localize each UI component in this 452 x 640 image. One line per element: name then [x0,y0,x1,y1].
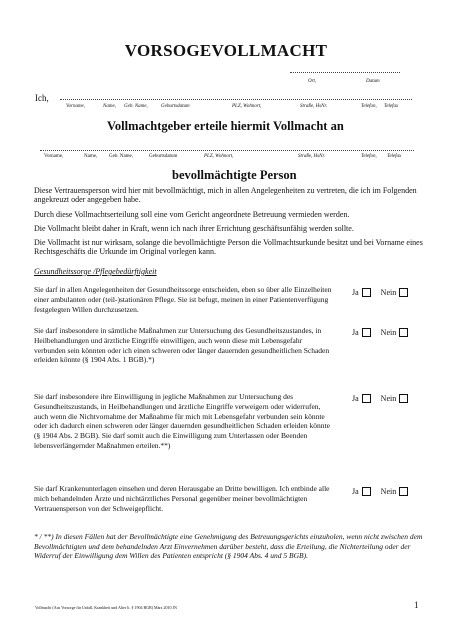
paragraph-scope: Diese Vertrauensperson wird hier mit bevollmächtigt, mich in allen Angelegenheiten zu vertreten, die ich im Folgenden angekreuzt oder angegeben habe. [34,186,417,205]
yes-label: Ja [352,288,359,297]
yes-label: Ja [352,394,359,403]
no-checkbox[interactable] [399,394,408,403]
yes-no-choice [352,394,415,403]
yes-checkbox[interactable] [362,394,371,403]
grantor-field-wohnort: PLZ, Wohnort, [232,104,262,109]
paragraph-effectiveness: Die Vollmacht ist nur wirksam, solange die bevollmächtigte Person die Vollmachtsurkunde besitzt und bei Vorname eines Rechtsgeschäfts die Urkunde im Original vorlegen kann. [34,238,423,257]
yes-no-choice [352,328,415,337]
grantor-line [60,99,412,100]
agent-field-gebname: Geb. Name, [109,154,134,159]
agent-line [40,150,414,151]
paragraph-validity: Die Vollmacht bleibt daher in Kraft, wenn ich nach ihrer Errichtung geschäftsunfähig werden sollte. [34,224,354,233]
grantor-field-geburtsdatum: Geburtsdatum [161,104,190,109]
question-text: Sie darf in allen Angelegenheiten der Gesundheitssorge entscheiden, eben so über alle Einzelheiten einer ambulanten oder (teil-)stationären Pflege. Sie ist befugt, meinen in einer Patientenverfügung festgelegten Willen durchzusetzen. [34,285,332,314]
yes-checkbox[interactable] [362,328,371,337]
question-text: Sie darf Krankenunterlagen einsehen und deren Herausgabe an Dritte bewilligen. Ich entbinde alle mich behandelnden Ärzte und nichtärztliches Personal gegenüber meiner bevollmächtigten Vertrauensperson von der Schweigepflicht. [34,484,330,513]
no-label: Nein [380,487,397,496]
document-title: VORSOGEVOLLMACHT [124,41,328,60]
agent-field-strasse: Straße, HsNr. [298,154,326,159]
yes-checkbox[interactable] [362,288,371,297]
page-footer: Vollmacht (Aus Vorsorge für Unfall, Krankheit und Alter lt. § 1904 BGB) März 2010 JN [35,605,177,610]
grantor-field-gebname: Geb. Name, [124,104,148,109]
footnote: * / **) In diesen Fällen hat der Bevollmächtigte eine Genehmigung des Betreuungsgerichts einzuholen, wenn nicht zwischen dem Bevollmächtigten und dem behandelnden Arzt Einvernehmen darüber besteht, dass die Erteilung, die Nichterteilung oder der Widerruf der Einwilligung dem Willen des Patienten entspricht (§ 1904 Abs. 4 und 5 BGB). [34,532,423,561]
no-label: Nein [380,288,397,297]
question-text: Sie darf insbesondere ihre Einwilligung in jegliche Maßnahmen zur Untersuchung des Gesundheitszustands, in Heilbehandlungen und ärztliche Eingriffe verweigern oder widerrufen, auch wenn die Nichtvornahme der Maßnahme für mich mit Lebensgefahr verbunden sein könnte oder ich dadurch einen schweren oder länger dauernden gesundheitlichen Schaden erleiden könnte (§ 1904 Abs. 2 BGB). Sie darf somit auch die Einwilligung zum Unterlassen oder Beenden lebensverlängernder Maßnahmen erteilen.**) [34,392,330,450]
yes-no-choice [352,288,415,297]
agent-field-geburtsdatum: Geburtsdatum [149,154,178,159]
grantor-field-name: Name, [103,104,116,109]
yes-checkbox[interactable] [362,487,371,496]
agent-field-name: Name, [84,154,98,159]
no-label: Nein [380,394,397,403]
datum-label: Datum [366,79,380,84]
grantor-field-telefax: Telefax [384,104,399,109]
grantor-field-telefon: Telefon, [361,104,377,109]
paragraph-purpose: Durch diese Vollmachtserteilung soll eine vom Gericht angeordnete Betreuung vermieden werden. [34,210,350,219]
agent-field-telefon: Telefon, [361,154,377,159]
agent-field-telefax: Telefax [387,154,402,159]
question-text: Sie darf insbesondere in sämtliche Maßnahmen zur Untersuchung des Gesundheitszustandes, in Heilbehandlungen und ärztliche Eingriffe einwilligen, auch wenn diese mit Lebensgefahr verbunden sein könnten oder ich einen schweren oder länger dauernden gesundheitlichen Schaden erleiden könnte (§ 1904 Abs. 1 BGB).*) [34,326,330,365]
no-checkbox[interactable] [399,328,408,337]
yes-label: Ja [352,487,359,496]
grantor-field-strasse: Straße, HsNr. [300,104,328,109]
page-number: 1 [414,600,419,610]
section-title: Gesundheitssorge /Pflegebedürftigkeit [34,267,157,276]
grantor-field-vorname: Vorname, [66,104,86,109]
agent-field-vorname: Vorname, [44,154,64,159]
yes-no-choice [352,487,415,496]
no-label: Nein [380,328,397,337]
no-checkbox[interactable] [399,487,408,496]
ort-label: Ort, [308,79,317,84]
no-checkbox[interactable] [399,288,408,297]
agent-subtitle: bevollmächtigte Person [172,168,297,182]
yes-label: Ja [352,328,359,337]
agent-field-wohnort: PLZ, Wohnort, [204,154,234,159]
place-date-line [290,72,400,73]
ich-label: Ich, [35,93,49,103]
grant-heading: Vollmachtgeber erteile hiermit Vollmacht an [107,119,344,133]
